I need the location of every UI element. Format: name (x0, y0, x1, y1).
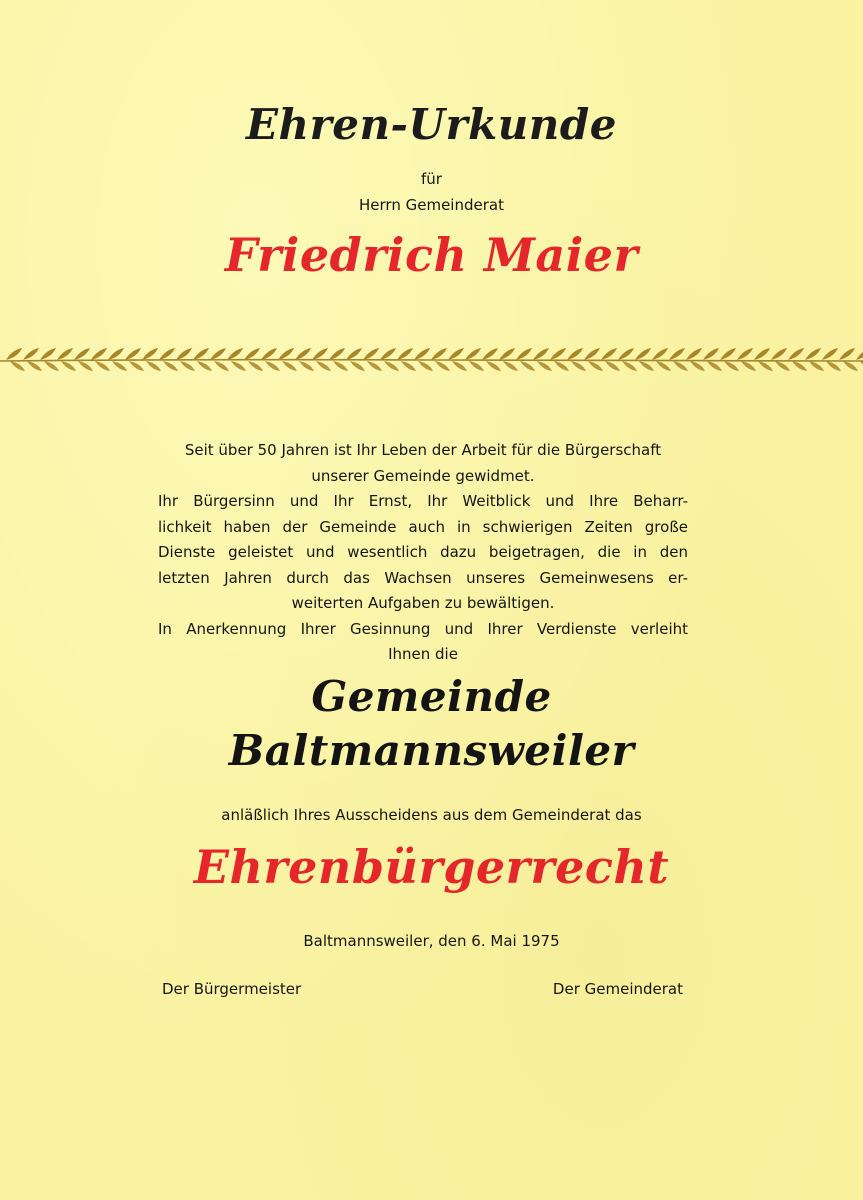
paragraph-line: lichkeit haben der Gemeinde auch in schwierigen Zeiten große (158, 517, 688, 536)
paragraph-line: unserer Gemeinde gewidmet. (311, 466, 535, 485)
municipality-line-2: Baltmannsweiler (228, 726, 635, 775)
paragraph-line: In Anerkennung Ihrer Gesinnung und Ihrer Verdienste verleiht (158, 619, 688, 638)
paragraph-line: Seit über 50 Jahren ist Ihr Leben der Arbeit für die Bürgerschaft (184, 441, 662, 459)
signatory-mayor: Der Bürgermeister (162, 980, 302, 998)
paragraph-line: Ihnen die (388, 645, 458, 663)
honor-title: Ehrenbürgerrecht (193, 840, 670, 894)
certificate-title: Ehren-Urkunde (246, 100, 617, 149)
body-paragraph (158, 438, 688, 668)
laurel-border-ornament (0, 342, 863, 376)
occasion-text: anläßlich Ihres Ausscheidens aus dem Gemeinderat das (221, 806, 642, 824)
paragraph-line: Ihr Bürgersinn und Ihr Ernst, Ihr Weitblick und Ihre Beharr- (158, 492, 688, 510)
paragraph-line: Dienste geleistet und wesentlich dazu beigetragen, die in den (158, 543, 688, 561)
place-date: Baltmannsweiler, den 6. Mai 1975 (303, 932, 560, 950)
paragraph-line: letzten Jahren durch das Wachsen unseres Gemeinwesens er- (158, 568, 688, 587)
addressee-prefix: Herrn Gemeinderat (359, 196, 504, 214)
recipient-name: Friedrich Maier (224, 228, 639, 282)
municipality-line-1: Gemeinde (311, 672, 552, 721)
paragraph-line: weiterten Aufgaben zu bewältigen. (291, 594, 555, 612)
signatory-council: Der Gemeinderat (552, 980, 683, 998)
fuer-label: für (421, 170, 442, 188)
